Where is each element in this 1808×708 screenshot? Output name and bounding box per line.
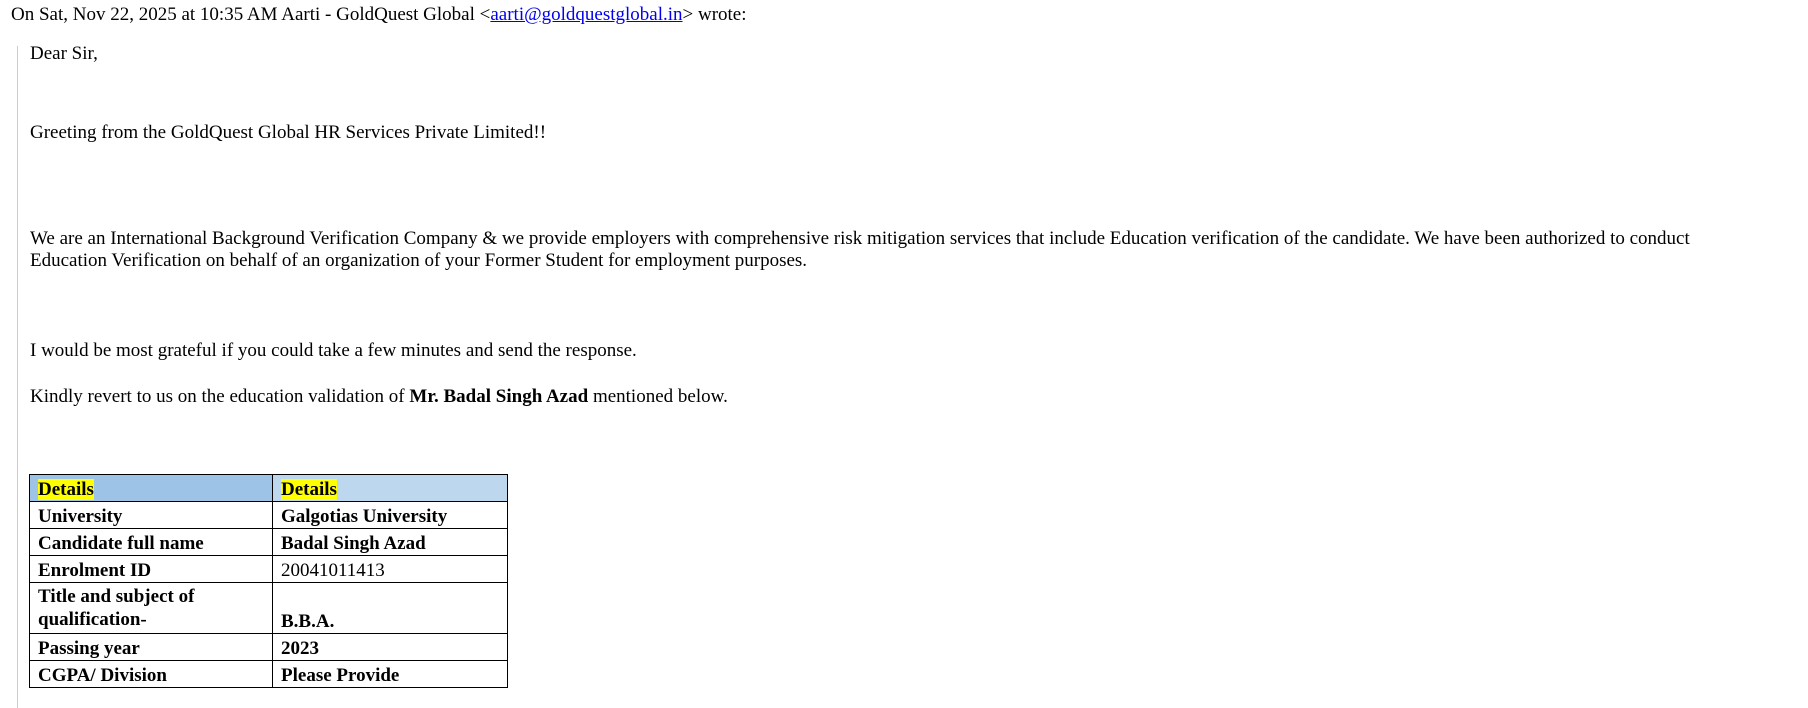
greeting-line: Greeting from the GoldQuest Global HR Services Private Limited!! <box>30 122 547 143</box>
intro-paragraph-line-1: We are an International Background Verification Company & we provide employers with comprehensive risk mitigation services that include Education verification of the candidate. We have been authorized to conduct <box>30 228 1690 249</box>
quote-bar <box>17 46 18 708</box>
row-value: 20041011413 <box>273 556 508 583</box>
row-value: Please Provide <box>273 661 508 688</box>
quote-header-prefix: On Sat, Nov 22, 2025 at 10:35 AM Aarti - GoldQuest Global < <box>11 4 491 25</box>
row-value: B.B.A. <box>273 583 508 634</box>
row-label: University <box>30 502 273 529</box>
quote-header <box>11 3 747 27</box>
table-row <box>30 529 508 556</box>
row-label: Title and subject of qualification- <box>30 583 273 634</box>
row-value: Badal Singh Azad <box>273 529 508 556</box>
details-table <box>29 474 508 688</box>
row-label: CGPA/ Division <box>30 661 273 688</box>
table-header-cell <box>30 475 273 502</box>
revert-prefix: Kindly revert to us on the education validation of <box>30 386 410 407</box>
revert-line <box>30 386 728 408</box>
table-row <box>30 634 508 661</box>
header-label: Details <box>38 479 94 500</box>
row-value: Galgotias University <box>273 502 508 529</box>
revert-suffix: mentioned below. <box>588 386 728 407</box>
row-label: Passing year <box>30 634 273 661</box>
table-row <box>30 556 508 583</box>
intro-paragraph-line-2: Education Verification on behalf of an organization of your Former Student for employment purposes. <box>30 250 808 271</box>
quote-header-suffix: > wrote: <box>682 4 747 25</box>
row-label: Candidate full name <box>30 529 273 556</box>
table-row <box>30 661 508 688</box>
row-label: Enrolment ID <box>30 556 273 583</box>
request-line: I would be most grateful if you could take a few minutes and send the response. <box>30 340 637 361</box>
row-value: 2023 <box>273 634 508 661</box>
header-label: Details <box>281 479 337 500</box>
salutation: Dear Sir, <box>30 43 98 64</box>
table-header-row <box>30 475 508 502</box>
table-row <box>30 502 508 529</box>
table-header-cell <box>273 475 508 502</box>
sender-email-link[interactable]: aarti@goldquestglobal.in <box>490 4 683 25</box>
candidate-name: Mr. Badal Singh Azad <box>409 386 589 407</box>
table-row <box>30 583 508 634</box>
